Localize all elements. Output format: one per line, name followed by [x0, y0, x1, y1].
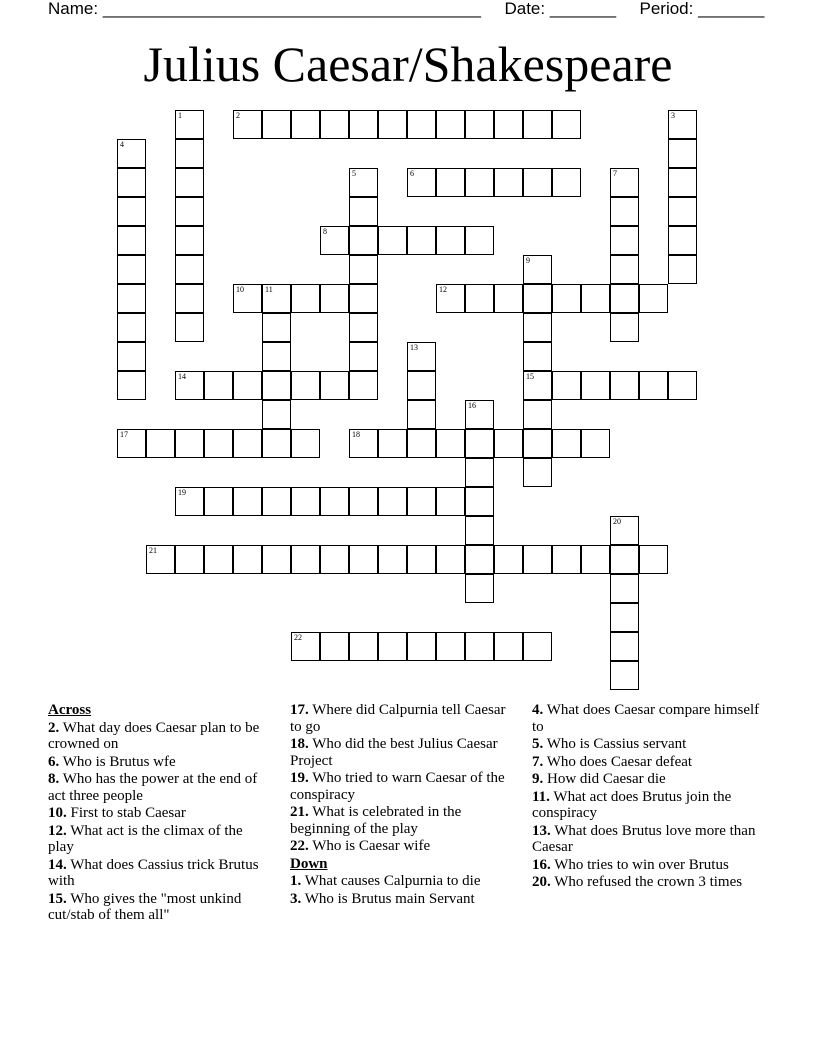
grid-cell[interactable] [552, 168, 581, 197]
clue-number: 15 [526, 372, 534, 381]
down-heading: Down [290, 855, 328, 872]
grid-cell[interactable] [552, 371, 581, 400]
grid-cell[interactable] [117, 255, 146, 284]
grid-cell[interactable] [378, 545, 407, 574]
clue-number: 5 [352, 169, 356, 178]
grid-cell[interactable] [291, 284, 320, 313]
grid-cell[interactable] [146, 429, 175, 458]
grid-cell[interactable] [407, 371, 436, 400]
grid-cell[interactable] [175, 545, 204, 574]
grid-cell[interactable] [581, 545, 610, 574]
grid-cell[interactable] [175, 226, 204, 255]
grid-cell[interactable] [610, 284, 639, 313]
clue-number: 21 [149, 546, 157, 555]
grid-cell[interactable] [407, 168, 436, 197]
grid-cell[interactable] [668, 168, 697, 197]
grid-cell[interactable] [233, 545, 262, 574]
grid-cell[interactable] [320, 545, 349, 574]
grid-cell[interactable] [378, 487, 407, 516]
grid-cell[interactable] [320, 371, 349, 400]
grid-cell[interactable] [465, 545, 494, 574]
clue-number: 13 [410, 343, 418, 352]
grid-cell[interactable] [175, 197, 204, 226]
down-clue: 5. Who is Cassius servant [532, 736, 687, 752]
grid-cell[interactable] [407, 110, 436, 139]
grid-cell[interactable] [117, 284, 146, 313]
grid-cell[interactable] [291, 110, 320, 139]
grid-cell[interactable] [262, 545, 291, 574]
down-clue: 20. Who refused the crown 3 times [532, 874, 743, 890]
grid-cell[interactable] [378, 226, 407, 255]
across-clue: 14. What does Cassius trick Brutus with [48, 856, 259, 889]
grid-cell[interactable] [349, 226, 378, 255]
grid-cell[interactable] [175, 487, 204, 516]
clue-number: 8 [323, 227, 327, 236]
grid-cell[interactable] [523, 168, 552, 197]
grid-cell[interactable] [465, 574, 494, 603]
clue-number: 11 [265, 285, 273, 294]
grid-cell[interactable] [262, 313, 291, 342]
grid-cell[interactable] [581, 284, 610, 313]
grid-cell[interactable] [465, 110, 494, 139]
grid-cell[interactable] [175, 429, 204, 458]
across-clue: 15. Who gives the "most unkind cut/stab of them all" [48, 890, 242, 923]
grid-cell[interactable] [117, 342, 146, 371]
grid-cell[interactable] [204, 429, 233, 458]
grid-cell[interactable] [610, 168, 639, 197]
grid-cell[interactable] [291, 545, 320, 574]
grid-cell[interactable] [204, 487, 233, 516]
grid-cell[interactable] [523, 458, 552, 487]
grid-cell[interactable] [610, 545, 639, 574]
grid-cell[interactable] [175, 284, 204, 313]
grid-cell[interactable] [117, 197, 146, 226]
clue-number: 1 [178, 111, 182, 120]
grid-cell[interactable] [494, 545, 523, 574]
across-clue: 10. First to stab Caesar [48, 805, 186, 821]
grid-cell[interactable] [610, 371, 639, 400]
grid-cell[interactable] [668, 226, 697, 255]
grid-cell[interactable] [465, 632, 494, 661]
grid-cell[interactable] [610, 255, 639, 284]
grid-cell[interactable] [407, 487, 436, 516]
grid-cell[interactable] [407, 632, 436, 661]
across-clue: 21. What is celebrated in the beginning of the play [290, 804, 462, 837]
clue-number: 14 [178, 372, 186, 381]
down-clue: 13. What does Brutus love more than Caesar [532, 822, 756, 855]
grid-cell[interactable] [610, 516, 639, 545]
grid-cell[interactable] [291, 429, 320, 458]
grid-cell[interactable] [407, 429, 436, 458]
grid-cell[interactable] [320, 284, 349, 313]
grid-cell[interactable] [552, 545, 581, 574]
grid-cell[interactable] [262, 429, 291, 458]
grid-cell[interactable] [262, 487, 291, 516]
grid-cell[interactable] [378, 110, 407, 139]
across-clue: 22. Who is Caesar wife [290, 838, 431, 854]
down-clue: 4. What does Caesar compare himself to [532, 702, 760, 735]
grid-cell[interactable] [523, 110, 552, 139]
grid-cell[interactable] [436, 487, 465, 516]
grid-cell[interactable] [610, 661, 639, 690]
grid-cell[interactable] [552, 110, 581, 139]
grid-cell[interactable] [465, 516, 494, 545]
grid-cell[interactable] [262, 371, 291, 400]
grid-cell[interactable] [175, 255, 204, 284]
grid-cell[interactable] [668, 371, 697, 400]
grid-cell[interactable] [349, 429, 378, 458]
grid-cell[interactable] [320, 632, 349, 661]
grid-cell[interactable] [175, 313, 204, 342]
grid-cell[interactable] [523, 284, 552, 313]
clue-column-1 [48, 702, 270, 925]
clue-number: 10 [236, 285, 244, 294]
grid-cell[interactable] [175, 168, 204, 197]
grid-cell[interactable] [523, 545, 552, 574]
grid-cell[interactable] [349, 110, 378, 139]
grid-cell[interactable] [668, 255, 697, 284]
grid-cell[interactable] [523, 255, 552, 284]
clue-number: 2 [236, 111, 240, 120]
grid-cell[interactable] [117, 429, 146, 458]
grid-cell[interactable] [233, 429, 262, 458]
grid-cell[interactable] [668, 197, 697, 226]
grid-cell[interactable] [175, 371, 204, 400]
down-clue: 9. How did Caesar die [532, 771, 666, 787]
clue-number: 3 [671, 111, 675, 120]
clue-number: 20 [613, 517, 621, 526]
grid-cell[interactable] [349, 371, 378, 400]
grid-cell[interactable] [262, 284, 291, 313]
grid-cell[interactable] [668, 110, 697, 139]
grid-cell[interactable] [349, 313, 378, 342]
grid-cell[interactable] [610, 603, 639, 632]
grid-cell[interactable] [436, 429, 465, 458]
grid-cell[interactable] [436, 226, 465, 255]
date-field[interactable]: _______ [549, 0, 617, 18]
grid-cell[interactable] [117, 226, 146, 255]
grid-cell[interactable] [146, 545, 175, 574]
grid-cell[interactable] [407, 400, 436, 429]
grid-cell[interactable] [291, 371, 320, 400]
grid-cell[interactable] [320, 487, 349, 516]
across-clue: 19. Who tried to warn Caesar of the conspiracy [290, 770, 505, 803]
grid-cell[interactable] [465, 168, 494, 197]
across-clue: 2. What day does Caesar plan to be crowned on [48, 719, 260, 752]
grid-cell[interactable] [204, 371, 233, 400]
grid-cell[interactable] [581, 371, 610, 400]
grid-cell[interactable] [233, 110, 262, 139]
grid-cell[interactable] [262, 110, 291, 139]
grid-cell[interactable] [117, 313, 146, 342]
name-field[interactable]: ________________________________________ [102, 0, 481, 18]
grid-cell[interactable] [668, 139, 697, 168]
across-heading: Across [48, 702, 92, 718]
grid-cell[interactable] [291, 487, 320, 516]
down-clue: 11. What act does Brutus join the conspiracy [532, 788, 732, 821]
grid-cell[interactable] [494, 632, 523, 661]
grid-cell[interactable] [523, 313, 552, 342]
grid-cell[interactable] [465, 400, 494, 429]
clue-number: 12 [439, 285, 447, 294]
grid-cell[interactable] [262, 400, 291, 429]
down-clue: 7. Who does Caesar defeat [532, 753, 693, 770]
grid-cell[interactable] [378, 429, 407, 458]
grid-cell[interactable] [349, 487, 378, 516]
grid-cell[interactable] [233, 284, 262, 313]
grid-cell[interactable] [436, 632, 465, 661]
grid-cell[interactable] [349, 342, 378, 371]
clue-number: 17 [120, 430, 128, 439]
grid-cell[interactable] [610, 632, 639, 661]
grid-cell[interactable] [349, 284, 378, 313]
grid-cell[interactable] [204, 545, 233, 574]
grid-cell[interactable] [523, 342, 552, 371]
grid-cell[interactable] [465, 487, 494, 516]
grid-cell[interactable] [436, 168, 465, 197]
clue-number: 9 [526, 256, 530, 265]
across-clue: 8. Who has the power at the end of act three people [48, 771, 258, 804]
grid-cell[interactable] [465, 226, 494, 255]
puzzle-title: Julius Caesar/Shakespeare [143, 36, 673, 92]
grid-cell[interactable] [262, 342, 291, 371]
name-label: Name: [48, 0, 99, 18]
grid-cell[interactable] [436, 284, 465, 313]
grid-cell[interactable] [639, 284, 668, 313]
period-field[interactable]: _______ [698, 0, 765, 18]
clue-column-2 [290, 702, 518, 908]
grid-cell[interactable] [610, 226, 639, 255]
grid-cell[interactable] [291, 632, 320, 661]
grid-cell[interactable] [407, 342, 436, 371]
grid-cell[interactable] [465, 429, 494, 458]
grid-cell[interactable] [320, 110, 349, 139]
grid-cell[interactable] [378, 632, 407, 661]
clue-number: 22 [294, 633, 302, 642]
grid-cell[interactable] [349, 168, 378, 197]
grid-cell[interactable] [175, 139, 204, 168]
clue-number: 6 [410, 169, 414, 178]
down-clue: 16. Who tries to win over Brutus [532, 856, 729, 873]
grid-cell[interactable] [494, 168, 523, 197]
grid-cell[interactable] [465, 284, 494, 313]
grid-cell[interactable] [639, 371, 668, 400]
grid-cell[interactable] [465, 458, 494, 487]
grid-cell[interactable] [523, 632, 552, 661]
grid-cell[interactable] [610, 313, 639, 342]
grid-cell[interactable] [233, 371, 262, 400]
down-clue: 1. What causes Calpurnia to die [290, 873, 481, 889]
grid-cell[interactable] [523, 371, 552, 400]
grid-cell[interactable] [552, 284, 581, 313]
date-label: Date: [504, 0, 546, 18]
grid-cell[interactable] [552, 429, 581, 458]
grid-cell[interactable] [407, 545, 436, 574]
grid-cell[interactable] [349, 545, 378, 574]
clue-number: 18 [352, 430, 360, 439]
grid-cell[interactable] [639, 545, 668, 574]
grid-cell[interactable] [436, 110, 465, 139]
grid-cell[interactable] [494, 429, 523, 458]
grid-cell[interactable] [349, 255, 378, 284]
down-clue: 3. Who is Brutus main Servant [290, 890, 475, 907]
grid-cell[interactable] [494, 110, 523, 139]
grid-cell[interactable] [117, 371, 146, 400]
grid-cell[interactable] [523, 429, 552, 458]
grid-cell[interactable] [610, 574, 639, 603]
across-clue: 6. Who is Brutus wfe [48, 753, 176, 770]
clue-number: 7 [613, 169, 617, 178]
clue-column-3 [532, 702, 772, 892]
period-label: Period: [639, 0, 694, 18]
grid-cell[interactable] [320, 226, 349, 255]
grid-cell[interactable] [175, 110, 204, 139]
clue-number: 4 [120, 140, 124, 149]
grid-cell[interactable] [581, 429, 610, 458]
grid-cell[interactable] [523, 400, 552, 429]
grid-cell[interactable] [117, 139, 146, 168]
across-clue: 17. Where did Calpurnia tell Caesar to go [290, 702, 506, 735]
grid-cell[interactable] [407, 226, 436, 255]
across-clue: 12. What act is the climax of the play [48, 822, 243, 855]
grid-cell[interactable] [610, 197, 639, 226]
grid-cell[interactable] [436, 545, 465, 574]
grid-cell[interactable] [233, 487, 262, 516]
grid-cell[interactable] [117, 168, 146, 197]
grid-cell[interactable] [494, 284, 523, 313]
grid-cell[interactable] [349, 197, 378, 226]
clue-number: 19 [178, 488, 186, 497]
grid-cell[interactable] [349, 632, 378, 661]
clue-number: 16 [468, 401, 476, 410]
across-clue: 18. Who did the best Julius Caesar Project [290, 736, 498, 769]
